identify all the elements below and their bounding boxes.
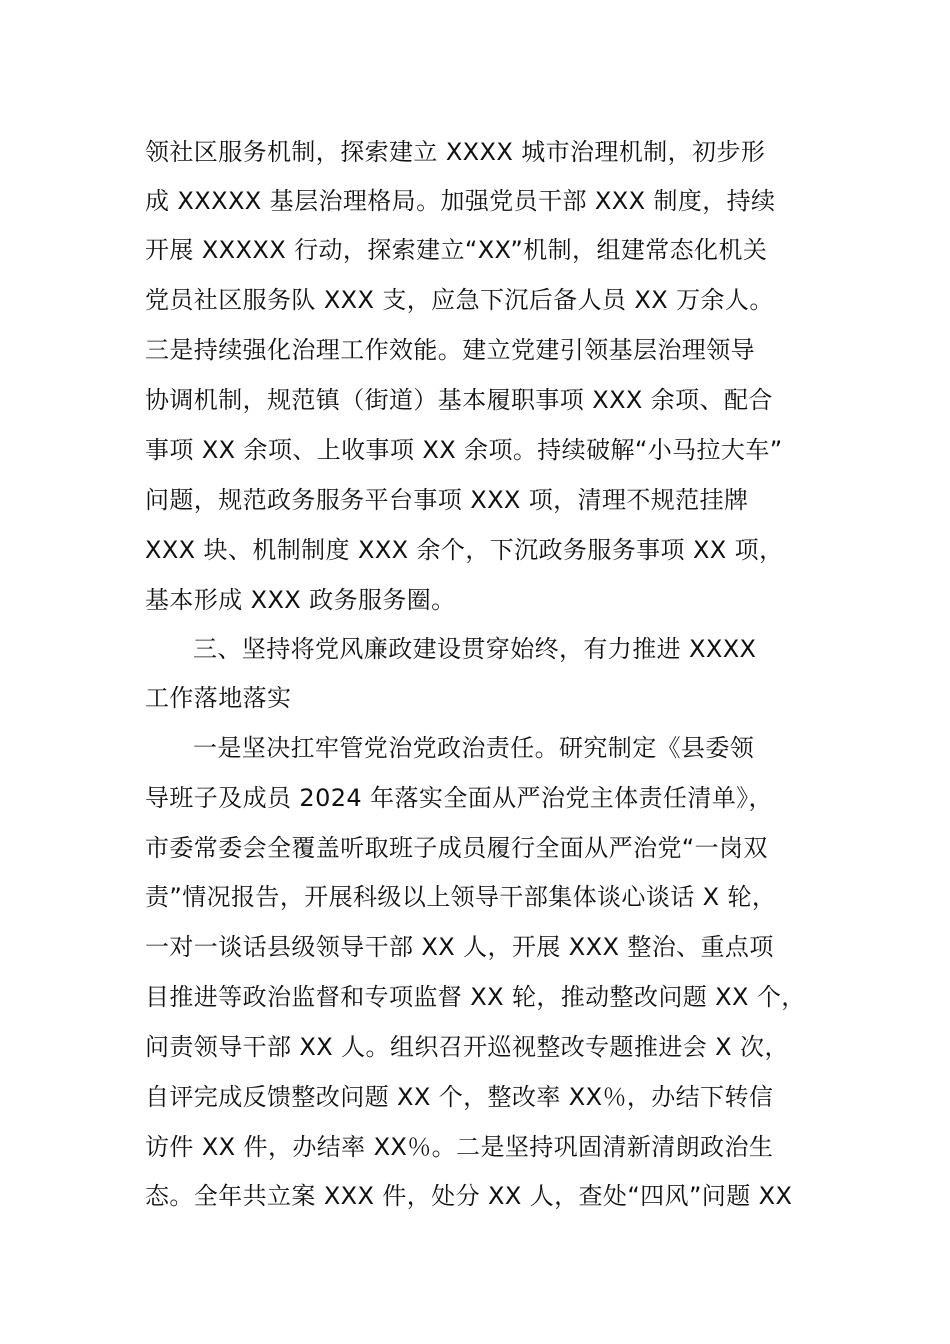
text-line: 三是持续强化治理工作效能。建立党建引领基层治理领导	[145, 336, 755, 364]
text-line: 问题，规范政务服务平台事项 XXX 项，清理不规范挂牌	[145, 486, 749, 514]
text-line: 导班子及成员 2024 年落实全面从严治党主体责任清单》，	[145, 784, 773, 812]
text-line: 态。全年共立案 XXX 件，处分 XX 人，查处“四风”问题 XX	[145, 1182, 793, 1210]
text-line: 成 XXXXX 基层治理格局。加强党员干部 XXX 制度，持续	[145, 187, 776, 215]
section-heading: 三、坚持将党风廉政建设贯穿始终，有力推进 XXXX	[193, 635, 757, 663]
text-line: 事项 XX 余项、上收事项 XX 余项。持续破解“小马拉大车”	[145, 436, 783, 464]
section-heading-cont: 工作落地落实	[145, 684, 292, 712]
text-line: 基本形成 XXX 政务服务圈。	[145, 586, 456, 614]
text-line: 开展 XXXXX 行动，探索建立“XX”机制，组建常态化机关	[145, 236, 768, 264]
text-line: 市委常委会全覆盖听取班子成员履行全面从严治党“一岗双	[145, 834, 768, 862]
paragraph-start: 一是坚决扛牢管党治党政治责任。研究制定《县委领	[193, 734, 755, 762]
text-line: 访件 XX 件，办结率 XX％。二是坚持巩固清新清朗政治生	[145, 1133, 774, 1161]
text-line: 党员社区服务队 XXX 支，应急下沉后备人员 XX 万余人。	[145, 286, 774, 314]
text-line: 协调机制，规范镇（街道）基本履职事项 XXX 余项、配合	[145, 386, 773, 414]
text-line: 自评完成反馈整改问题 XX 个，整改率 XX％，办结下转信	[145, 1083, 774, 1111]
text-line: 问责领导干部 XX 人。组织召开巡视整改专题推进会 X 次，	[145, 1033, 789, 1061]
text-line: XXX 块、机制制度 XXX 余个，下沉政务服务事项 XX 项，	[145, 536, 784, 564]
text-line: 目推进等政治监督和专项监督 XX 轮，推动整改问题 XX 个，	[145, 983, 806, 1011]
text-line: 责”情况报告，开展科级以上领导干部集体谈心谈话 X 轮，	[145, 883, 777, 911]
text-line: 领社区服务机制，探索建立 XXXX 城市治理机制，初步形	[145, 138, 766, 166]
text-line: 一对一谈话县级领导干部 XX 人，开展 XXX 整治、重点项	[145, 933, 774, 961]
